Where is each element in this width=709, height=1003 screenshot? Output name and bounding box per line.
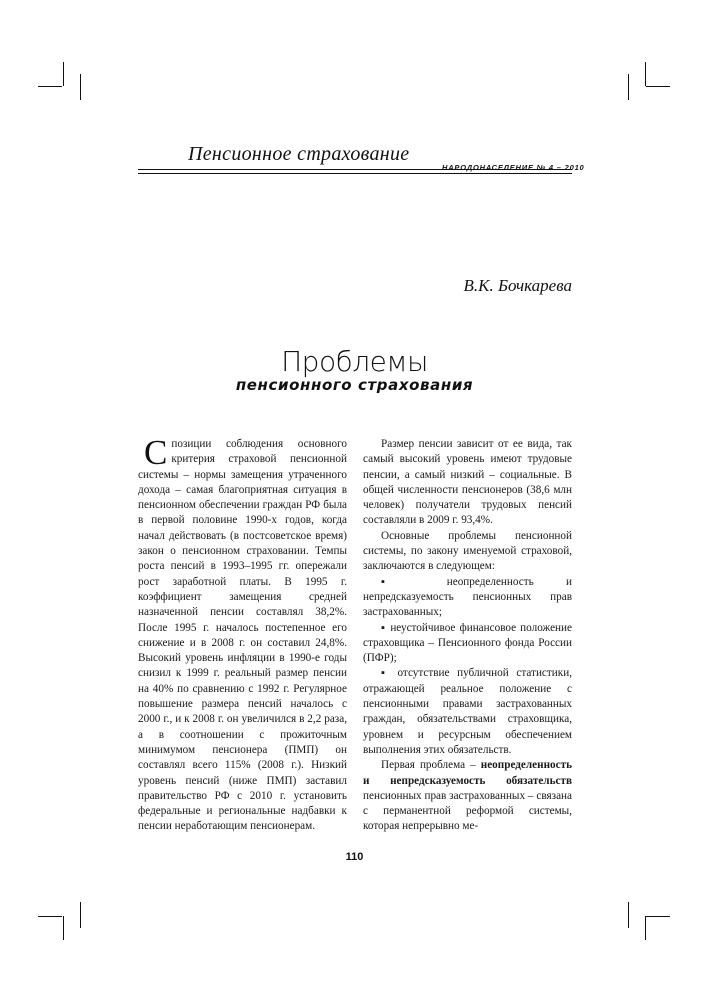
drop-cap: С (144, 433, 168, 472)
section-rubric: Пенсионное страхование (188, 143, 410, 165)
bullet-item: ▪ неопределенность и непредсказуемость пенсионных прав застрахованных; (363, 575, 572, 619)
paragraph: Спозиции соблюдения основного критерия страховой пенсионной системы – нормы замещения утраченного дохода – самая благоприятная ситуация в пенсионном обеспечении граждан РФ была в первой половине 1990-х годов, когда начал действовать (в постсоветское время) закон о пенсионном страховании. Темпы роста пенсий в 1993–1995 гг. опережали рост заработной платы. В 1995 г. коэффициент замещения средней назначенной пенсии составлял 38,2%. После 1995 г. началось постепенное его снижение и в 2008 г. он составил 24,8%. Высокий уровень инфляции в 1990-е годы снизил к 1999 г. реальный размер пенсии на 40% по сравнению с 1992 г. Регулярное повышение размера пенсий началось с 2000 г., и к 2008 г. он увеличился в 2,2 раза, а в соотношении с прожиточным минимумом пенсионера (ПМП) он составлял всего 115% (2008 г.). Низкий уровень пенсий (ниже ПМП) заставил правительство РФ с 2010 г. установить федеральные и региональные надбавки к пенсии неработающим пенсионерам. (138, 433, 347, 833)
crop-mark (63, 62, 64, 86)
bullet-item: ▪ отсутствие публичной статистики, отражающей реальное положение с пенсионными правами застрахованных граждан, обязательствами страховщика, уровнем и ресурсным обеспечением выполнения этих обязательств. (363, 667, 572, 756)
journal-title: НАРОДОНАСЕЛЕНИЕ № 4 – 2010 (442, 163, 585, 172)
crop-mark (80, 902, 81, 928)
paragraph: Размер пенсии зависит от ее вида, так самый высокий уровень имеют трудовые пенсии, а самый низкий – социальные. В общей численности пенсионеров (38,6 млн человек) получатели трудовых пенсий составляли в 2009 г. 93,4%. (363, 438, 572, 527)
header-rule (138, 173, 572, 174)
crop-mark (63, 916, 64, 940)
page-number: 110 (345, 851, 364, 863)
crop-mark (646, 86, 670, 87)
article-title: Проблемы (281, 345, 428, 378)
crop-mark (628, 74, 629, 100)
crop-mark (80, 74, 81, 100)
crop-mark (38, 86, 62, 87)
emphasis: неопределенность и непредсказуемость обязательств (363, 759, 572, 787)
crop-mark (645, 62, 646, 86)
paragraph: Первая проблема – неопределенность и непредсказуемость обязательств пенсионных прав застрахованных – связана с перманентной реформой системы, которая непрерывно ме- (363, 759, 572, 833)
paragraph: Основные проблемы пенсионной системы, по закону именуемой страховой, заключаются в следующем: (363, 529, 572, 573)
text-column-right (363, 437, 572, 835)
article-subtitle: пенсионного страхования (235, 376, 474, 394)
crop-mark (38, 916, 62, 917)
crop-mark (628, 902, 629, 928)
text-column-left (138, 433, 347, 835)
bullet-item: ▪ неустойчивое финансовое положение страховщика – Пенсионного фонда России (ПФР); (363, 621, 572, 665)
crop-mark (646, 916, 670, 917)
crop-mark (645, 916, 646, 940)
author-name: В.К. Бочкарева (463, 276, 572, 295)
